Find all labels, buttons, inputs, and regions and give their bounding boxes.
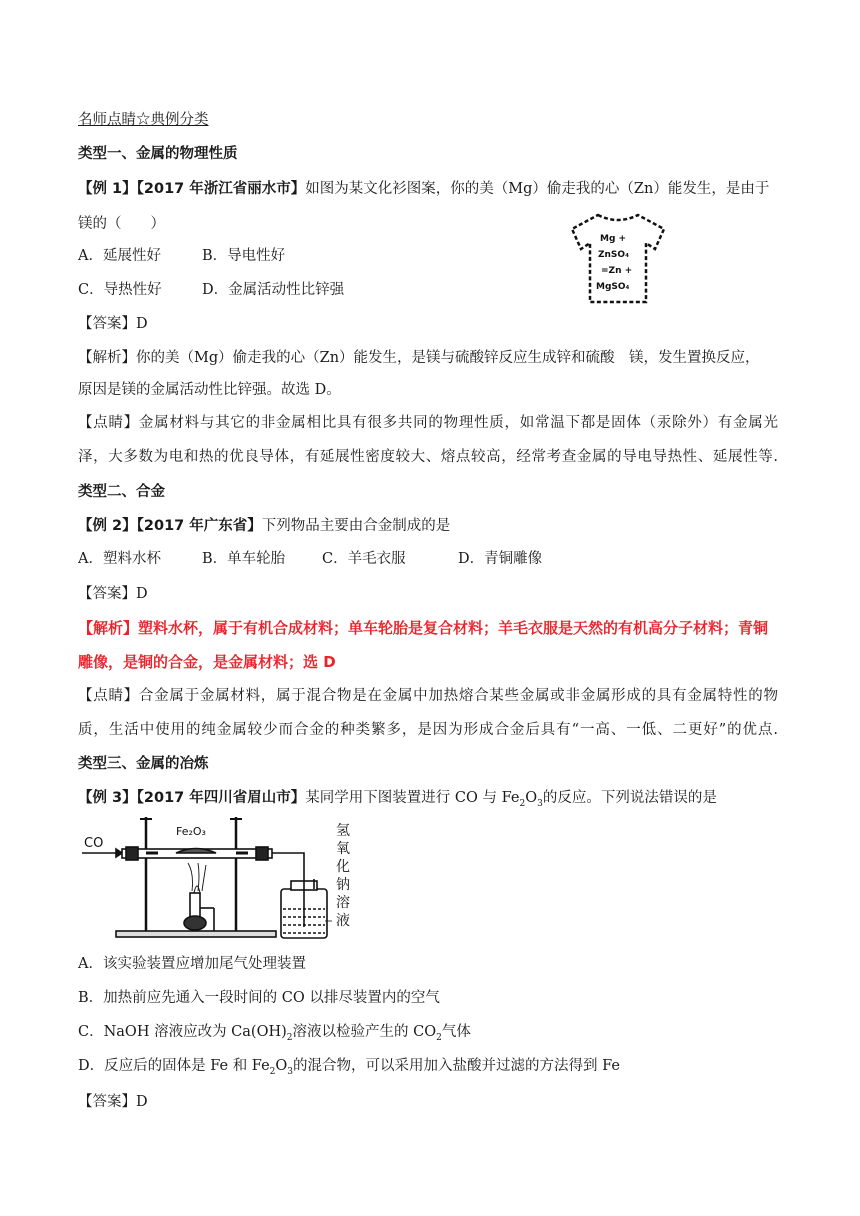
- example-2-question: [78, 515, 450, 537]
- example-3-option-d-mid: O: [275, 1058, 288, 1074]
- example-3-option-c: [78, 1021, 471, 1049]
- example-3-tag: 【例 3】: [78, 790, 137, 806]
- example-3-question-sub-2: 3: [537, 798, 543, 809]
- example-3-question-post: 的反应。下列说法错误的是: [542, 790, 717, 806]
- figure-label-fe2o3: Fe₂O₃: [176, 825, 206, 838]
- example-3-question-mid: O: [525, 790, 538, 806]
- example-1-source: 【2017 年浙江省丽水市】: [136, 181, 306, 197]
- example-1-analysis-line-1: 【解析】你的美（Mg）偷走我的心（Zn）能发生，是镁与硫酸锌反应生成锌和硫酸 镁，发生置换反应，: [78, 350, 760, 366]
- example-2-option-b: B．单车轮胎: [202, 551, 286, 567]
- page-header-title: 名师点睛☆典例分类: [78, 112, 209, 128]
- example-3-option-c-sub-1: 2: [286, 1032, 293, 1043]
- example-2-analysis-line-1: 【解析】塑料水杯，属于有机合成材料；单车轮胎是复合材料；羊毛衣服是天然的有机高分子材料；青铜: [78, 619, 769, 637]
- example-3-option-c-mid: 溶液以检验产生的 CO: [292, 1024, 437, 1040]
- figure-label-naoh-1: 氢: [336, 823, 350, 839]
- example-1-question-line-2: 镁的（ ）: [78, 216, 165, 232]
- tshirt-text-1: Mg +: [600, 234, 627, 244]
- example-2-options: [78, 548, 542, 570]
- example-2-question-text: 下列物品主要由合金制成的是: [261, 518, 451, 534]
- example-3-option-c-post: 气体: [441, 1024, 471, 1040]
- example-3-option-c-pre: C．NaOH 溶液应改为 Ca(OH): [78, 1024, 287, 1040]
- example-2-option-a: A．塑料水杯: [78, 551, 161, 567]
- tshirt-text-2: ZnSO₄: [598, 250, 630, 260]
- section-heading-2: 类型二、合金: [78, 484, 165, 500]
- example-3-question-pre: 某同学用下图装置进行 CO 与 Fe: [305, 790, 520, 806]
- example-1-options-cd: [78, 279, 344, 301]
- example-2-note-line-1: 【点睛】合金属于金属材料，属于混合物是在金属中加热熔合某些金属或非金属形成的具有金属特性的物: [78, 688, 778, 704]
- tshirt-figure: [568, 211, 668, 305]
- example-3-question-sub-1: 2: [519, 798, 526, 809]
- figure-label-naoh-3: 化: [336, 859, 350, 875]
- example-3-answer: 【答案】D: [78, 1094, 148, 1110]
- example-1-option-d: D．金属活动性比锌强: [202, 282, 345, 298]
- example-1-options-ab: [78, 245, 285, 267]
- example-3-option-d-sub-1: 2: [269, 1066, 276, 1077]
- example-3-option-d: [78, 1055, 620, 1083]
- example-1-question: 如图为某文化衫图案，你的美（Mg）偷走我的心（Zn）能发生，是由于: [305, 181, 770, 197]
- example-2-option-c: C．羊毛衣服: [322, 551, 406, 567]
- example-3-option-d-pre: D．反应后的固体是 Fe 和 Fe: [78, 1058, 270, 1074]
- example-1-analysis-line-2: 原因是镁的金属活动性比锌强。故选 D。: [78, 382, 341, 398]
- example-1-tag: 【例 1】: [78, 181, 137, 197]
- example-2-note-line-2: 质，生活中使用的纯金属较少而合金的种类繁多，是因为形成合金后具有“一高、一低、二更好”的优点.: [78, 722, 778, 738]
- tshirt-text-3: =Zn +: [601, 266, 633, 276]
- example-1-option-b: B．导电性好: [202, 248, 286, 264]
- tshirt-text-4: MgSO₄: [596, 282, 630, 292]
- figure-label-naoh-2: 氧: [336, 841, 350, 857]
- example-1-option-a: A．延展性好: [78, 248, 161, 264]
- apparatus-figure: [76, 813, 366, 948]
- example-1-question-line-1: [78, 178, 769, 200]
- example-3-question: [78, 787, 717, 815]
- example-1-answer: 【答案】D: [78, 316, 148, 332]
- example-3-option-a: A．该实验装置应增加尾气处理装置: [78, 956, 306, 972]
- example-2-tag: 【例 2】: [78, 518, 137, 534]
- example-3-option-b: B．加热前应先通入一段时间的 CO 以排尽装置内的空气: [78, 990, 440, 1006]
- example-1-note-line-1: 【点睛】金属材料与其它的非金属相比具有很多共同的物理性质，如常温下都是固体（汞除外）有金属光: [78, 415, 778, 431]
- figure-label-co: CO: [84, 836, 104, 851]
- figure-label-naoh-4: 钠: [336, 877, 350, 893]
- example-1-note-line-2: 泽，大多数为电和热的优良导体，有延展性密度较大、熔点较高，经常考查金属的导电导热性、延展性等.: [78, 449, 778, 465]
- example-2-answer: 【答案】D: [78, 586, 148, 602]
- example-3-source: 【2017 年四川省眉山市】: [136, 790, 306, 806]
- example-3-option-d-sub-2: 3: [287, 1066, 294, 1077]
- figure-label-naoh-6: 液: [336, 913, 350, 929]
- figure-label-naoh-5: 溶: [336, 895, 350, 911]
- example-2-analysis-line-2: 雕像，是铜的合金，是金属材料；选 D: [78, 653, 336, 671]
- section-heading-3: 类型三、金属的冶炼: [78, 756, 209, 772]
- section-heading-1: 类型一、金属的物理性质: [78, 146, 238, 162]
- example-1-option-c: C．导热性好: [78, 282, 162, 298]
- example-3-option-c-sub-2: 2: [436, 1032, 442, 1043]
- example-3-option-d-post: 的混合物，可以采用加入盐酸并过滤的方法得到 Fe: [293, 1058, 620, 1074]
- example-2-option-d: D．青铜雕像: [458, 551, 543, 567]
- example-2-source: 【2017 年广东省】: [136, 518, 262, 534]
